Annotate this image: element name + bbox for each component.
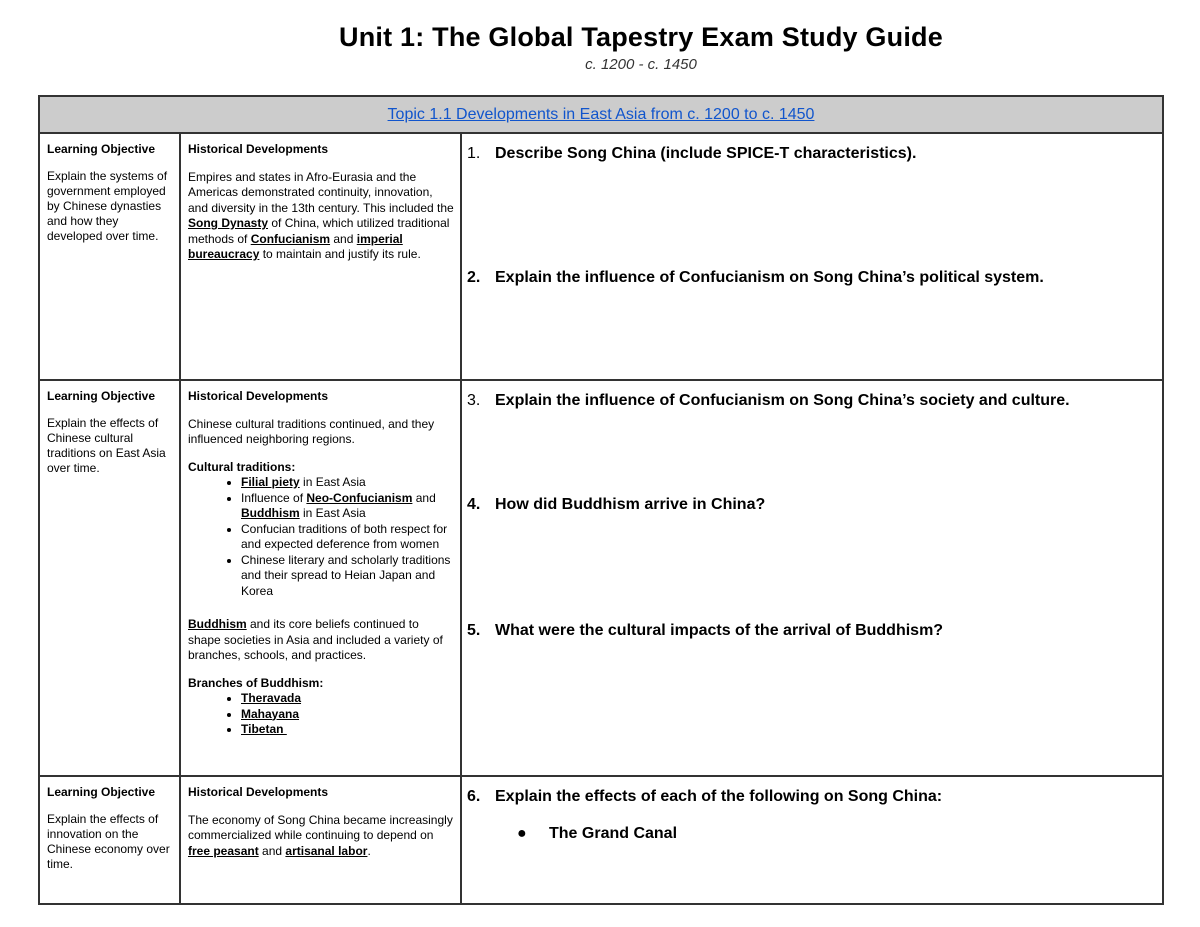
- question-item: [467, 620, 1152, 641]
- learning-objective-text: Explain the effects of innovation on the Chinese economy over time.: [47, 812, 170, 871]
- questions-cell: [461, 133, 1163, 380]
- question-text: Describe Song China (include SPICE-T characteristics).: [495, 145, 917, 162]
- historical-developments-text: [188, 813, 454, 860]
- text-span: Influence of: [241, 490, 307, 505]
- learning-objective-cell: [39, 380, 180, 776]
- historical-developments-heading: Historical Developments: [188, 389, 329, 403]
- learning-objective-heading: Learning Objective: [47, 389, 156, 403]
- questions-cell: [461, 776, 1163, 904]
- cultural-traditions-heading: Cultural traditions:: [188, 459, 296, 474]
- key-term: Mahayana: [241, 706, 300, 721]
- list-item: [241, 707, 454, 723]
- key-term: imperial bureaucracy: [188, 231, 403, 261]
- key-term: Tibetan: [241, 722, 287, 736]
- key-term: Filial piety: [241, 475, 300, 489]
- topic-header-row: [39, 96, 1163, 133]
- list-item: [241, 722, 454, 738]
- text-span: to maintain and justify its rule.: [259, 247, 421, 261]
- key-term: artisanal labor: [285, 843, 368, 858]
- learning-objective-cell: [39, 133, 180, 380]
- questions-cell: [461, 380, 1163, 776]
- question-number: 3.: [467, 392, 481, 409]
- historical-developments-heading: Historical Developments: [188, 142, 329, 156]
- historical-developments-text: [188, 170, 454, 263]
- text-span: of China, which utilized traditional methods of: [188, 216, 450, 246]
- question-number: 2.: [467, 269, 481, 286]
- table-row: [39, 133, 1163, 380]
- key-term: Confucianism: [250, 231, 331, 246]
- text-span: and its core beliefs continued to shape societies in Asia and included a variety of branches, schools, and practices.: [188, 617, 443, 662]
- question-text: Explain the influence of Confucianism on Song China’s society and culture.: [495, 392, 1070, 409]
- list-item: • Confucian traditions of both respect for and expected deference from women: [241, 522, 454, 553]
- list-item: [241, 691, 454, 707]
- question-item: [467, 494, 1152, 515]
- table-row: [39, 776, 1163, 904]
- question-text: How did Buddhism arrive in China?: [495, 496, 766, 513]
- learning-objective-heading: Learning Objective: [47, 142, 156, 156]
- historical-developments-cell: [180, 776, 461, 904]
- question-number: 6.: [467, 788, 481, 805]
- cultural-traditions-list: [188, 475, 454, 599]
- topic-header-cell: [39, 96, 1163, 133]
- text-span: and: [412, 490, 436, 505]
- sub-item-text: The Grand Canal: [549, 825, 678, 842]
- question-item: [467, 786, 1152, 807]
- key-term: Neo-Confucianism: [306, 490, 413, 505]
- learning-objective-text: Explain the systems of government employed by Chinese dynasties and how they developed over time.: [47, 169, 168, 243]
- buddhism-paragraph: [188, 617, 454, 664]
- study-guide-table: [38, 95, 1164, 905]
- question-item: [467, 267, 1152, 288]
- learning-objective-heading: Learning Objective: [47, 785, 156, 799]
- text-span: in East Asia: [299, 475, 366, 489]
- page-title: Unit 1: The Global Tapestry Exam Study Guide: [339, 22, 943, 52]
- question-number: 5.: [467, 622, 481, 639]
- question-number: 4.: [467, 496, 481, 513]
- list-item: • Chinese literary and scholarly traditions and their spread to Heian Japan and Korea: [241, 553, 454, 600]
- key-term: Buddhism: [188, 617, 247, 631]
- learning-objective-text: Explain the effects of Chinese cultural traditions on East Asia over time.: [47, 416, 166, 475]
- text-span: in East Asia: [299, 506, 366, 520]
- question-text: Explain the influence of Confucianism on Song China’s political system.: [495, 269, 1044, 286]
- key-term: Theravada: [241, 691, 302, 705]
- historical-developments-cell: [180, 133, 461, 380]
- text-span: Empires and states in Afro-Eurasia and the Americas demonstrated continuity, innovation, and diversity in the 13th century. This included the: [188, 169, 454, 215]
- branches-heading: Branches of Buddhism:: [188, 675, 324, 690]
- question-item: [467, 390, 1152, 411]
- bullet-icon: ●: [517, 825, 527, 842]
- question-text: Explain the effects of each of the following on Song China:: [495, 788, 943, 805]
- question-text: What were the cultural impacts of the arrival of Buddhism?: [495, 622, 944, 639]
- table-row: [39, 380, 1163, 776]
- historical-developments-intro: Chinese cultural traditions continued, and they influenced neighboring regions.: [188, 416, 435, 446]
- key-term: free peasant: [188, 843, 259, 858]
- text-span: and: [258, 843, 286, 858]
- historical-developments-cell: [180, 380, 461, 776]
- list-item: [241, 475, 454, 491]
- sub-item: [517, 825, 1152, 843]
- text-span: .: [367, 843, 371, 858]
- historical-developments-heading: Historical Developments: [188, 785, 329, 799]
- page-subtitle: c. 1200 - c. 1450: [585, 56, 697, 73]
- key-term: Song Dynasty: [188, 216, 269, 230]
- list-item: [241, 491, 454, 522]
- question-number: 1.: [467, 145, 481, 162]
- learning-objective-cell: [39, 776, 180, 904]
- text-span: The economy of Song China became increasingly commercialized while continuing to depend on: [188, 812, 453, 842]
- question-item: [467, 143, 1152, 164]
- key-term: Buddhism: [241, 506, 300, 520]
- text-span: and: [330, 231, 357, 246]
- topic-link[interactable]: Topic 1.1 Developments in East Asia from c. 1200 to c. 1450: [387, 105, 815, 123]
- branches-list: [188, 691, 454, 738]
